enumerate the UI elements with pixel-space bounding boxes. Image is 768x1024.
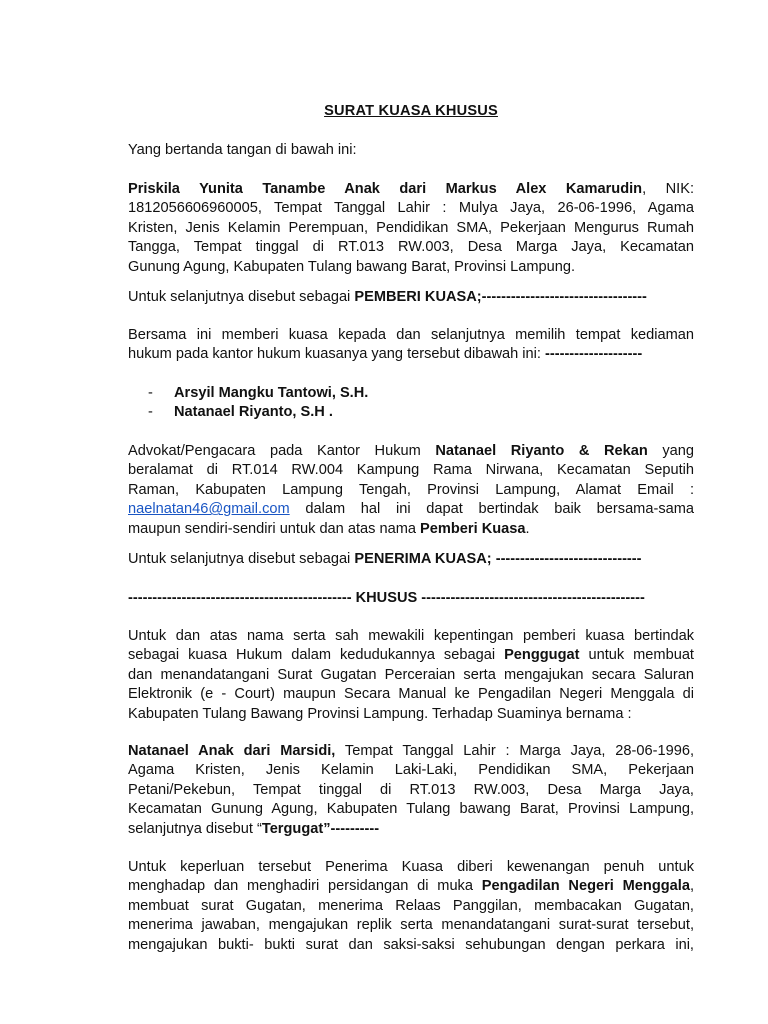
defendant-line-5: selanjutnya disebut “Tergugat”---------- bbox=[128, 820, 380, 837]
purpose-paragraph bbox=[128, 627, 694, 724]
firm-name: Natanael Riyanto & Rekan bbox=[435, 443, 648, 459]
grantor-paragraph bbox=[128, 180, 694, 277]
intro-line: Yang bertanda tangan di bawah ini: bbox=[128, 142, 357, 158]
authority-line-3: membuat surat Gugatan, menerima Relaas Panggilan, membacakan Gugatan, bbox=[128, 897, 694, 914]
lawyer-list bbox=[148, 384, 688, 423]
grantor-line-3: Kristen, Jenis Kelamin Perempuan, Pendidikan SMA, Pekerjaan Mengurus Rumah bbox=[128, 219, 694, 236]
email-link[interactable]: naelnatan46@gmail.com bbox=[128, 501, 290, 518]
grantor-reference bbox=[128, 288, 694, 307]
document-title: SURAT KUASA KHUSUS bbox=[324, 103, 498, 119]
grantee-ref-label: PENERIMA KUASA; bbox=[354, 551, 492, 567]
appointment-line-2: hukum pada kantor hukum kuasanya yang tersebut dibawah ini: -------------------- bbox=[128, 346, 643, 363]
authority-paragraph bbox=[128, 858, 694, 955]
purpose-line-3: dan menandatangani Surat Gugatan Perceraian serta mengajukan secara Saluran bbox=[128, 666, 694, 683]
khusus-divider: ---------------------------------------------- KHUSUS ---------------------------------------------- bbox=[128, 590, 645, 606]
firm-line-4: naelnatan46@gmail.com dalam hal ini dapat bertindak baik bersama-sama bbox=[128, 501, 694, 518]
grantee-ref-text: Untuk selanjutnya disebut sebagai bbox=[128, 551, 355, 567]
purpose-line-1: Untuk dan atas nama serta sah mewakili kepentingan pemberi kuasa bertindak bbox=[128, 628, 694, 644]
appointment-paragraph bbox=[128, 326, 694, 365]
grantor-ref-text: Untuk selanjutnya disebut sebagai bbox=[128, 289, 355, 305]
authority-line-4: menerima jawaban, mengajukan replik serta menandatangani surat-surat tersebut, bbox=[128, 917, 694, 934]
firm-line-2: beralamat di RT.014 RW.004 Kampung Rama Nirwana, Kecamatan Seputih bbox=[128, 462, 694, 479]
lawyer-name: Natanael Riyanto, S.H . bbox=[174, 404, 333, 421]
grantor-ref-label: PEMBERI KUASA;---------------------------------- bbox=[354, 289, 647, 305]
defendant-line-4: Kecamatan Gunung Agung, Kabupaten Tulang bawang Barat, Provinsi Lampung, bbox=[128, 801, 694, 818]
grantor-line-4: Tangga, Tempat tinggal di RT.013 RW.003, Desa Marga Jaya, Kecamatan bbox=[128, 239, 694, 256]
purpose-line-2: sebagai kuasa Hukum dalam kedudukannya sebagai Penggugat untuk membuat bbox=[128, 647, 694, 664]
list-item: - Arsyil Mangku Tantowi, S.H. bbox=[148, 385, 369, 401]
purpose-line-4: Elektronik (e - Court) maupun Secara Manual ke Pengadilan Negeri Menggala di bbox=[128, 686, 694, 703]
law-firm-paragraph bbox=[128, 442, 694, 539]
firm-line-3: Raman, Kabupaten Lampung Tengah, Provinsi Lampung, Alamat Email : bbox=[128, 481, 694, 498]
purpose-line-5: Kabupaten Tulang Bawang Provinsi Lampung. Terhadap Suaminya bernama : bbox=[128, 705, 632, 722]
appointment-line-1: Bersama ini memberi kuasa kepada dan selanjutnya memilih tempat kediaman bbox=[128, 327, 694, 343]
grantor-line-1: Priskila Yunita Tanambe Anak dari Markus Alex Kamarudin, NIK: bbox=[128, 181, 694, 197]
firm-line-1: Advokat/Pengacara pada Kantor Hukum Natanael Riyanto & Rekan yang bbox=[128, 443, 694, 459]
authority-line-1: Untuk keperluan tersebut Penerima Kuasa diberi kewenangan penuh untuk bbox=[128, 859, 694, 875]
defendant-line-1: Natanael Anak dari Marsidi, Tempat Tanggal Lahir : Marga Jaya, 28-06-1996, bbox=[128, 743, 694, 759]
defendant-name: Natanael Anak dari Marsidi, bbox=[128, 743, 336, 759]
defendant-line-3: Petani/Pekebun, Tempat tinggal di RT.013 RW.003, Desa Marga Jaya, bbox=[128, 781, 694, 798]
firm-line-5: maupun sendiri-sendiri untuk dan atas nama Pemberi Kuasa. bbox=[128, 520, 530, 537]
grantor-name: Priskila Yunita Tanambe Anak dari Markus Alex Kamarudin bbox=[128, 181, 643, 197]
list-item: - Natanael Riyanto, S.H . bbox=[148, 404, 333, 421]
defendant-paragraph bbox=[128, 742, 694, 839]
defendant-line-2: Agama Kristen, Jenis Kelamin Laki-Laki, Pendidikan SMA, Pekerjaan bbox=[128, 762, 694, 779]
grantor-line-2: 1812056606960005, Tempat Tanggal Lahir : Mulya Jaya, 26-06-1996, Agama bbox=[128, 200, 694, 217]
authority-line-5: mengajukan bukti- bukti surat dan saksi-saksi sehubungan dengan perkara ini, bbox=[128, 936, 694, 953]
intro-text bbox=[128, 141, 694, 160]
lawyer-name: Arsyil Mangku Tantowi, S.H. bbox=[174, 385, 369, 401]
grantee-reference: Untuk selanjutnya disebut sebagai PENERIMA KUASA; ------------------------------ bbox=[128, 551, 642, 567]
authority-line-2: menghadap dan menghadiri persidangan di muka Pengadilan Negeri Menggala, bbox=[128, 878, 695, 895]
grantor-line-5: Gunung Agung, Kabupaten Tulang bawang Barat, Provinsi Lampung. bbox=[128, 258, 576, 275]
